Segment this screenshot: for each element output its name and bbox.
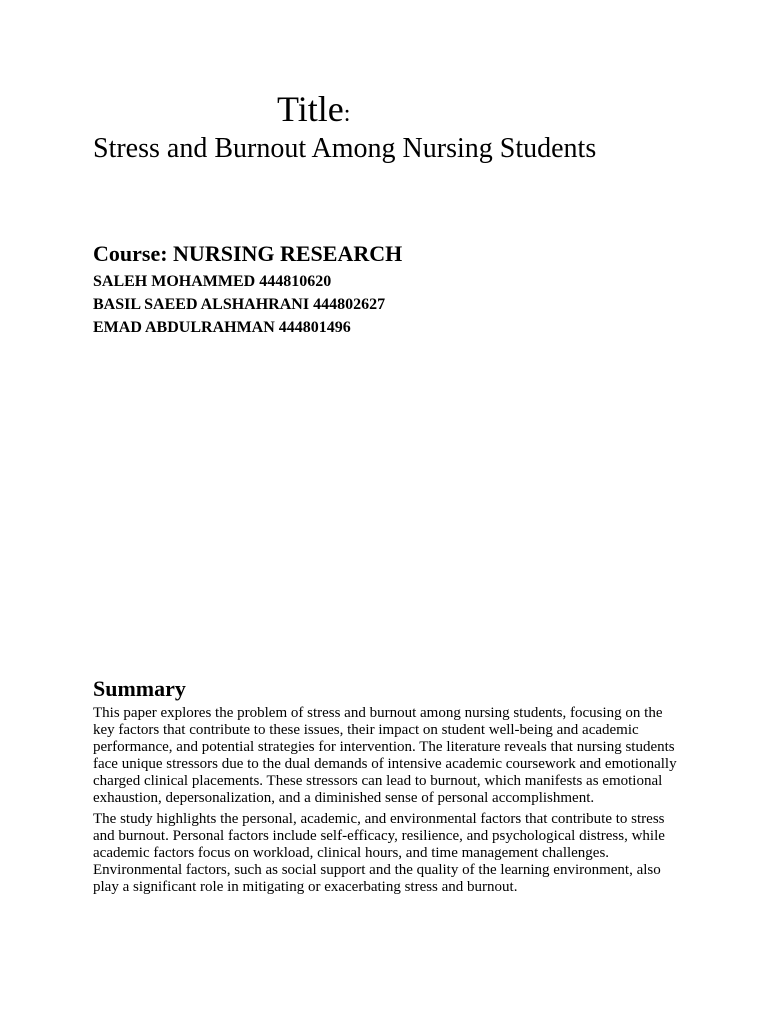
summary-paragraph: The study highlights the personal, academic, and environmental factors that contribute to stress and burnout. Personal factors include self-efficacy, resilience, and psychological distress, while academic factors focus on workload, clinical hours, and time management challenges. Environmental factors, such as social support and the quality of the learning environment, also play a significant role in mitigating or exacerbating stress and burnout. [93,811,665,895]
title-label [277,88,350,135]
author-line: SALEH MOHAMMED 444810620 [93,273,332,290]
author-line: BASIL SAEED ALSHAHRANI 444802627 [93,296,386,313]
summary-body [93,705,683,900]
course-name: Course: NURSING RESEARCH [93,241,403,266]
summary-paragraph: This paper explores the problem of stress and burnout among nursing students, focusing on the key factors that contribute to these issues, their impact on student well-being and academic performance, and potential strategies for intervention. The literature reveals that nursing students face unique stressors due to the dual demands of intensive academic coursework and emotionally charged clinical placements. These stressors can lead to burnout, which manifests as emotional exhaustion, depersonalization, and a diminished sense of personal accomplishment. [93,705,677,806]
title-label-text: Title [277,89,344,129]
summary-heading: Summary [93,676,186,701]
title-colon: : [343,101,351,127]
author-list [93,270,385,339]
author-line: EMAD ABDULRAHMAN 444801496 [93,319,351,336]
document-title: Stress and Burnout Among Nursing Students [93,133,597,164]
